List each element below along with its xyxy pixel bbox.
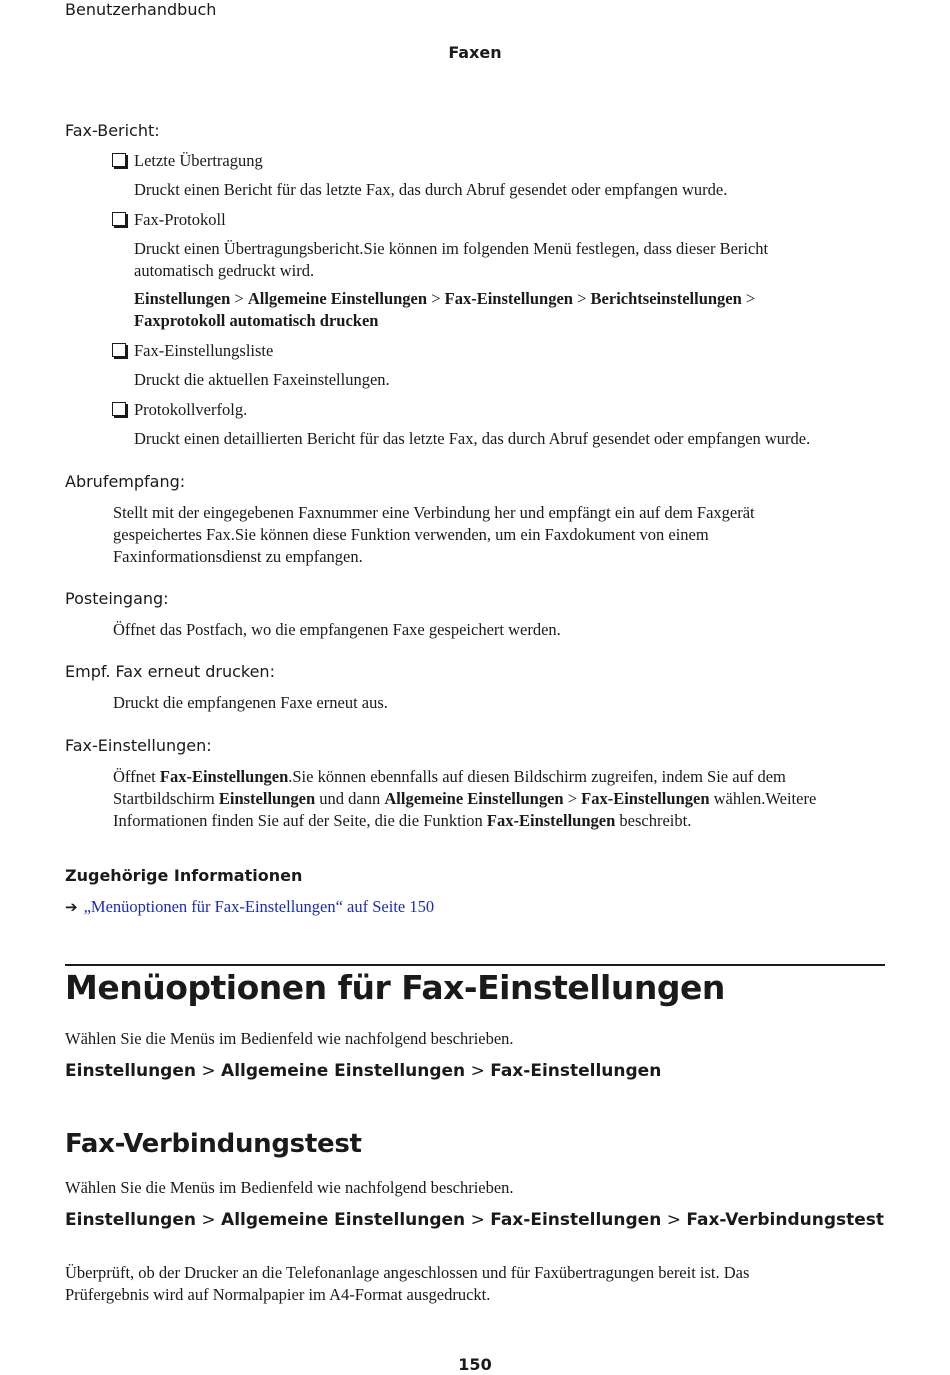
term-reprint: Empf. Fax erneut drucken: [65, 662, 275, 681]
term-fax-report: Fax-Bericht: [65, 121, 160, 140]
related-info-link-row[interactable] [65, 896, 434, 918]
menu-path-step: Berichtseinstellungen [590, 289, 742, 308]
section-intro: Wählen Sie die Menüs im Bedienfeld wie nachfolgend beschrieben. [65, 1029, 514, 1048]
menu-path-separator: > [234, 289, 244, 308]
menu-path [134, 288, 834, 332]
list-item-description: Druckt einen Bericht für das letzte Fax, das durch Abruf gesendet oder empfangen wurde. [134, 180, 728, 199]
running-header-title: Benutzerhandbuch [65, 0, 217, 19]
subsection-description: Überprüft, ob der Drucker an die Telefonanlage angeschlossen und für Faxübertragungen bereit ist. Das Prüfergebnis wird auf Normalpapier im A4-Format ausgedruckt. [65, 1263, 750, 1304]
list-item-label: Protokollverfolg. [134, 400, 248, 419]
list-item [112, 151, 263, 171]
term-inbox: Posteingang: [65, 589, 169, 608]
list-item-label: Letzte Übertragung [134, 151, 263, 170]
polling-description: Stellt mit der eingegebenen Faxnummer eine Verbindung her und empfängt ein auf dem Faxgerät gespeichertes Fax.Sie können diese Funktion verwenden, um ein Faxdokument von einem Faxinformationsdienst zu empfangen. [113, 503, 755, 566]
section-heading: Menüoptionen für Fax-Einstellungen [65, 968, 725, 1007]
list-item-description: Druckt einen Übertragungsbericht.Sie können im folgenden Menü festlegen, dass dieser Bericht automatisch gedruckt wird. [134, 239, 769, 280]
list-item-label: Fax-Protokoll [134, 210, 226, 229]
list-item [112, 400, 247, 420]
running-header-section: Faxen [448, 43, 502, 62]
checkbox-bullet-icon [112, 402, 126, 416]
menu-path-step: Fax-Einstellungen [444, 289, 573, 308]
list-item-label: Fax-Einstellungsliste [134, 341, 274, 360]
checkbox-bullet-icon [112, 212, 126, 226]
menu-path-step: Allgemeine Einstellungen [247, 289, 428, 308]
subsection-heading: Fax-Verbindungstest [65, 1129, 362, 1159]
menu-path-separator: > [745, 289, 756, 308]
related-info-link[interactable]: „Menüoptionen für Fax-Einstellungen“ auf Seite 150 [83, 897, 435, 916]
checkbox-bullet-icon [112, 343, 126, 357]
subsection-intro: Wählen Sie die Menüs im Bedienfeld wie nachfolgend beschrieben. [65, 1178, 514, 1197]
arrow-right-icon: ➔ [65, 898, 78, 916]
list-item [112, 210, 226, 230]
checkbox-bullet-icon [112, 153, 126, 167]
menu-path-separator: > [431, 289, 441, 308]
inbox-description: Öffnet das Postfach, wo die empfangenen Faxe gespeichert werden. [113, 620, 561, 639]
list-item-description: Druckt die aktuellen Faxeinstellungen. [134, 370, 390, 389]
list-item [112, 341, 273, 361]
related-info-heading: Zugehörige Informationen [65, 866, 303, 885]
menu-path: Einstellungen > Allgemeine Einstellungen > Fax-Einstellungen > Fax-Verbindungstest [65, 1210, 885, 1230]
reprint-description: Druckt die empfangenen Faxe erneut aus. [113, 693, 388, 712]
term-polling: Abrufempfang: [65, 472, 186, 491]
list-item-description: Druckt einen detaillierten Bericht für das letzte Fax, das durch Abruf gesendet oder empfangen wurde. [134, 429, 811, 448]
menu-path-step: Einstellungen [134, 289, 231, 308]
menu-path-step: Faxprotokoll automatisch drucken [134, 311, 379, 330]
term-fax-settings: Fax-Einstellungen: [65, 736, 212, 755]
menu-path-separator: > [577, 289, 587, 308]
page-number: 150 [458, 1355, 492, 1374]
menu-path: Einstellungen > Allgemeine Einstellungen > Fax-Einstellungen [65, 1061, 662, 1081]
fax-settings-description: Öffnet Fax-Einstellungen.Sie können ebennfalls auf diesen Bildschirm zugreifen, indem Sie auf dem Startbildschirm Einstellungen und dann Allgemeine Einstellungen > Fax-Einstellungen wählen.Weitere Informationen finden Sie auf der Seite, die die Funktion Fax-Einstellungen beschreibt. [113, 767, 817, 830]
